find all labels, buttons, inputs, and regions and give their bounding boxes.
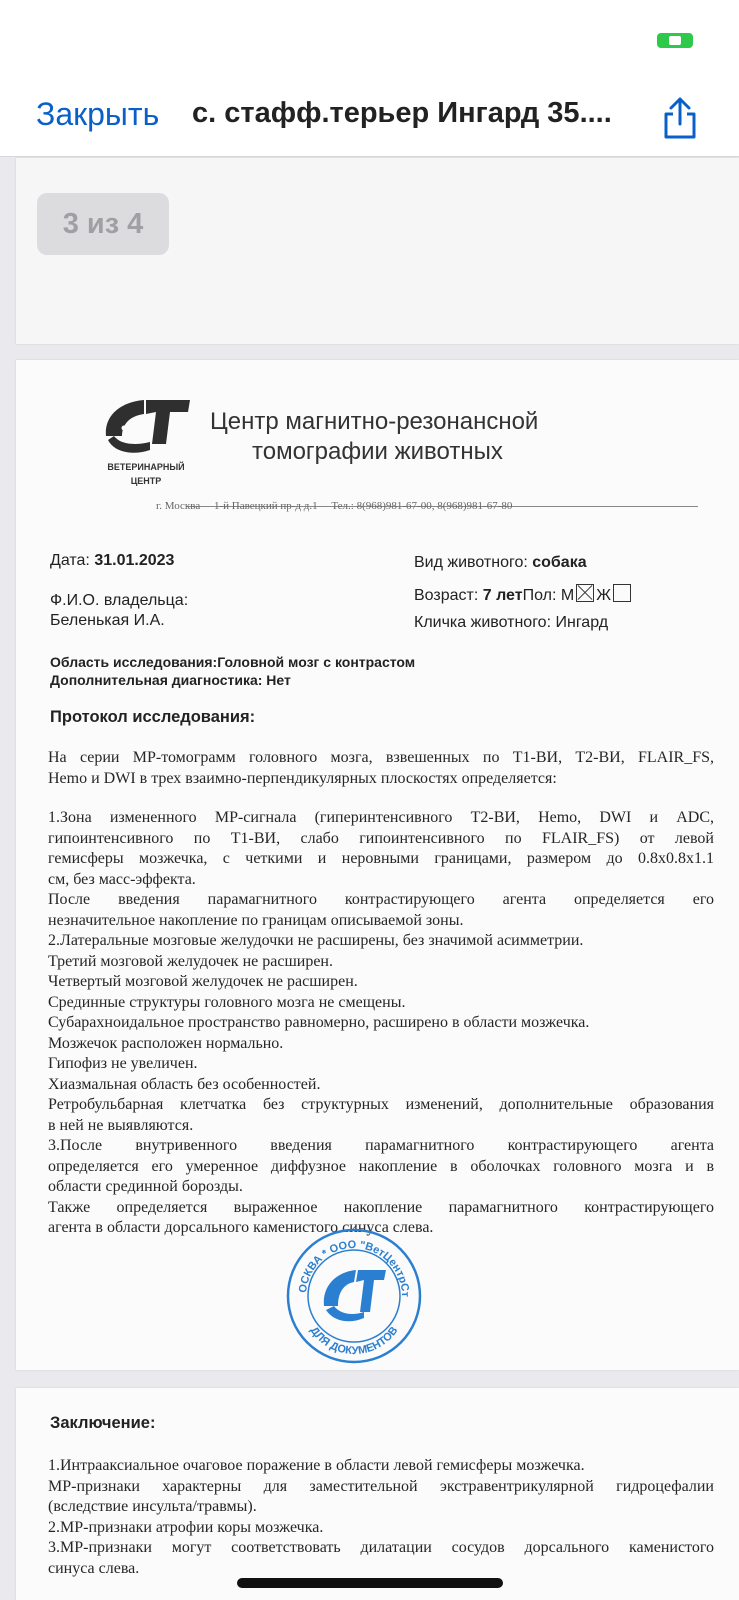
status-bar	[0, 0, 739, 80]
study-area-value: Головной мозг с контрастом	[217, 654, 416, 670]
owner-value: Беленькая И.А.	[50, 612, 165, 629]
sex-label: Пол: М	[522, 587, 575, 604]
navigation-bar	[0, 80, 739, 157]
sex-female-label: Ж	[596, 587, 611, 604]
document-title: с. стафф.терьер Ингард 35....	[192, 97, 612, 129]
study-area-label: Область исследования:	[50, 654, 218, 670]
clinic-address: г. Москва 1-й Павецкий пр-д д.1 Тел.: 8(968)981-67-00, 8(968)981-67-80	[156, 500, 513, 512]
protocol-heading: Протокол исследования:	[50, 708, 256, 726]
findings-line: Гипофиз не увеличен.	[48, 1055, 198, 1072]
conclusion-line: 2.МР-признаки атрофии коры мозжечка.	[48, 1518, 324, 1536]
current-page[interactable]	[16, 360, 739, 1370]
findings-line: Срединные структуры головного мозга не смещены.	[48, 993, 406, 1011]
age-sex-field	[414, 584, 633, 605]
share-icon[interactable]	[660, 96, 700, 140]
owner-label: Ф.И.О. владельца:	[50, 592, 189, 609]
battery-icon	[657, 33, 693, 48]
findings-line: 3.После внутривенного введения парамагнитного контрастирующего агента	[48, 1137, 714, 1154]
intro-line: На серии МР-томограмм головного мозга, взвешенных по Т1-ВИ, Т2-ВИ, FLAIR_FS,	[48, 749, 714, 766]
home-indicator	[237, 1578, 503, 1588]
logo-caption-line2: ЦЕНТР	[130, 476, 162, 486]
findings-line: области срединной борозды.	[48, 1178, 243, 1195]
age-label: Возраст:	[414, 587, 479, 604]
stamp-text-bottom: ДЛЯ ДОКУМЕНТОВ	[307, 1324, 401, 1358]
page-indicator: 3 из 4	[37, 193, 169, 255]
protocol-findings	[48, 808, 714, 1239]
conclusion-heading: Заключение:	[50, 1414, 156, 1432]
findings-line: в ней не выявляются.	[48, 1116, 194, 1134]
findings-line: Третий мозговой желудочек не расширен.	[48, 952, 333, 970]
findings-line: 1.Зона измененного МР-сигнала (гиперинтенсивного Т2-ВИ, Hemo, DWI и ADC,	[48, 809, 714, 826]
findings-line: агента в области дорсального каменистого синуса слева.	[48, 1219, 434, 1236]
species-field	[414, 554, 587, 572]
species-label: Вид животного:	[414, 554, 528, 571]
findings-line: Ретробульбарная клетчатка без структурных изменений, дополнительные образования	[48, 1096, 714, 1113]
findings-line: незначительное накопление по границам описываемой зоны.	[48, 911, 464, 929]
logo-caption-line1: ВЕТЕРИНАРНЫЙ	[107, 462, 185, 472]
checkbox-male-checked	[576, 584, 594, 602]
species-value: собака	[532, 554, 587, 571]
extra-diagnostics-label: Дополнительная диагностика:	[50, 672, 263, 688]
extra-diagnostics-value: Нет	[266, 672, 291, 688]
previous-page[interactable]	[16, 158, 739, 344]
conclusion-line: 1.Интрааксиальное очаговое поражение в области левой гемисферы мозжечка.	[48, 1457, 585, 1474]
close-button[interactable]: Закрыть	[36, 96, 160, 132]
next-page[interactable]	[16, 1388, 739, 1600]
conclusion-text	[48, 1456, 714, 1579]
clinic-name-line1: Центр магнитно-резонансной	[210, 408, 539, 435]
checkbox-female	[613, 584, 631, 602]
clinic-stamp	[284, 1226, 424, 1370]
date-field	[50, 552, 174, 570]
findings-line: Субарахноидальное пространство равномерно, расширено в области мозжечка.	[48, 1014, 590, 1031]
conclusion-line: МР-признаки характерны для заместительной экстравентрикулярной гидроцефалии	[48, 1477, 714, 1495]
conclusion-line: синуса слева.	[48, 1559, 140, 1577]
pet-name-field	[414, 614, 608, 632]
clinic-name-line2: томографии животных	[252, 438, 503, 465]
findings-line: см, без масс-эффекта.	[48, 870, 196, 888]
conclusion-line: (вследствие инсульта/травмы).	[48, 1498, 257, 1515]
pet-name-value: Ингард	[555, 614, 609, 631]
conclusion-line: 3.МР-признаки могут соответствовать дилатации сосудов дорсального каменистого	[48, 1539, 714, 1556]
findings-line: Мозжечок расположен нормально.	[48, 1034, 284, 1052]
findings-line: определяется его умеренное диффузное накопление в оболочках головного мозга и в	[48, 1157, 714, 1175]
date-label: Дата:	[50, 552, 90, 569]
findings-line: гипоинтенсивного по Т1-ВИ, слабо гипоинтенсивного по FLAIR_FS) от левой	[48, 829, 714, 847]
svg-text:МОСКВА * ООО "ВетЦентрСт"	[284, 1226, 411, 1298]
clinic-logo	[100, 396, 192, 463]
findings-line: Хиазмальная область без особенностей.	[48, 1075, 321, 1093]
intro-line: Hemo и DWI в трех взаимно-перпендикулярных плоскостях определяется:	[48, 769, 557, 787]
logo-caption	[100, 460, 192, 488]
study-area	[50, 654, 415, 670]
stamp-text-top: ОСКВА * ООО "ВетЦентрСт	[296, 1238, 412, 1298]
findings-line: После введения парамагнитного контрастирующего агента определяется его	[48, 891, 714, 908]
pet-name-label: Кличка животного:	[414, 614, 552, 631]
date-value: 31.01.2023	[94, 552, 175, 569]
findings-line: 2.Латеральные мозговые желудочки не расширены, без значимой асимметрии.	[48, 932, 584, 949]
findings-line: гемисферы мозжечка, с четкими и неровными границами, размером до 0.8х0.8х1.1	[48, 850, 714, 867]
protocol-intro	[48, 748, 714, 789]
findings-line: Четвертый мозговой желудочек не расширен.	[48, 973, 358, 990]
findings-line: Также определяется выраженное накопление парамагнитного контрастирующего	[48, 1198, 714, 1216]
extra-diagnostics	[50, 672, 291, 688]
age-value: 7 лет	[482, 587, 523, 604]
